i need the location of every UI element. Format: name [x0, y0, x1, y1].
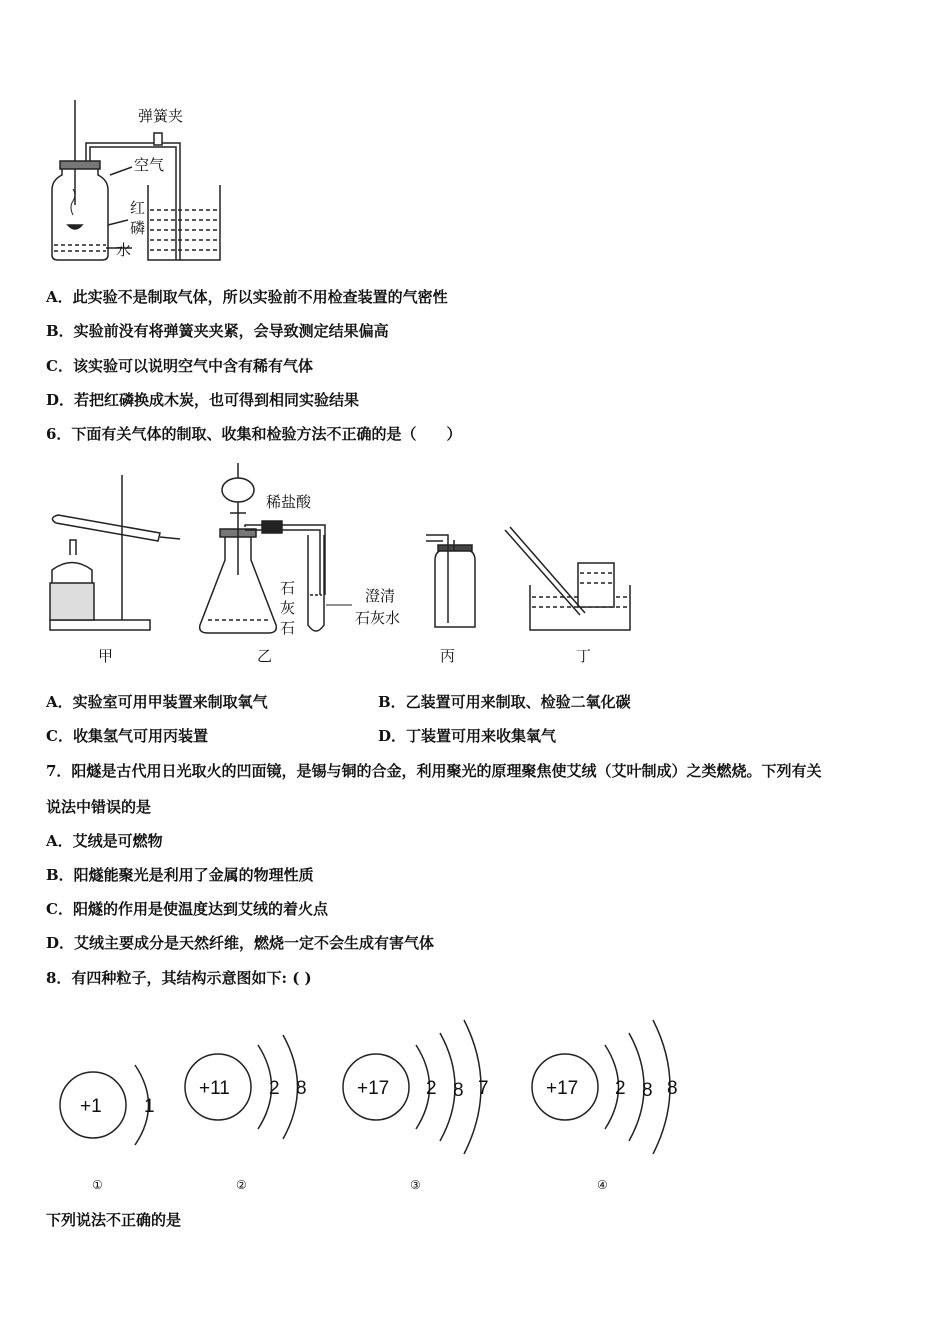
q5-option-b: B．实验前没有将弹簧夹夹紧，会导致测定结果偏高: [46, 322, 389, 340]
q7-stem-line2: 说法中错误的是: [46, 798, 152, 816]
figure-particle-structures: [40, 995, 720, 1200]
label-water: 水: [116, 241, 132, 259]
figure-air-phosphorus-apparatus: [40, 95, 280, 270]
label-clear: 澄清: [365, 587, 396, 605]
q7-stem-line1: 7．阳燧是古代用日光取火的凹面镜，是锡与铜的合金，利用聚光的原理聚焦使艾绒（艾叶制成）之类燃烧。下列有关: [46, 762, 822, 780]
particle-2-label: ②: [236, 1178, 247, 1192]
label-stone-2: 灰: [280, 599, 296, 617]
particle-3-shell-2: 8: [453, 1080, 464, 1101]
label-bing: 丙: [440, 647, 456, 665]
q6-option-a: A．实验室可用甲装置来制取氧气: [46, 693, 268, 711]
label-spring-clip: 弹簧夹: [138, 107, 184, 125]
q5-option-c: C．该实验可以说明空气中含有稀有气体: [46, 357, 313, 375]
q6-option-b: B．乙装置可用来制取、检验二氧化碳: [378, 693, 631, 711]
particle-3-shell-1: 2: [426, 1078, 437, 1099]
particle-1-nucleus: +1: [80, 1096, 102, 1117]
label-limewater: 石灰水: [355, 609, 401, 627]
particle-3-nucleus: +17: [357, 1078, 390, 1099]
particle-3-shell-3: 7: [478, 1078, 489, 1099]
q7-option-d: D．艾绒主要成分是天然纤维，燃烧一定不会生成有害气体: [46, 934, 435, 952]
particle-4-nucleus: +17: [546, 1078, 579, 1099]
particle-4-shell-1: 2: [615, 1078, 626, 1099]
particle-2-nucleus: +11: [199, 1078, 230, 1099]
label-jia: 甲: [98, 647, 114, 665]
particle-2-shell-2: 8: [296, 1078, 307, 1099]
particle-1-label: ①: [92, 1178, 103, 1192]
particle-2-shell-1: 2: [269, 1078, 280, 1099]
label-ding: 丁: [576, 647, 592, 665]
q6-option-c: C．收集氢气可用丙装置: [46, 727, 208, 745]
q7-option-c: C．阳燧的作用是使温度达到艾绒的着火点: [46, 900, 328, 918]
q5-option-d: D．若把红磷换成木炭，也可得到相同实验结果: [46, 391, 360, 409]
particle-4-shell-2: 8: [642, 1080, 653, 1101]
label-phosphorus: 磷: [130, 219, 146, 237]
q8-stem: 8．有四种粒子，其结构示意图如下: ( ): [46, 969, 312, 987]
particle-4-label: ④: [597, 1178, 608, 1192]
particle-3-label: ③: [410, 1178, 421, 1192]
q6-option-d: D．丁装置可用来收集氧气: [378, 727, 557, 745]
label-air: 空气: [134, 156, 165, 174]
label-yi: 乙: [257, 647, 273, 665]
label-dilute-hcl: 稀盐酸: [266, 493, 312, 511]
q7-option-a: A．艾绒是可燃物: [46, 832, 163, 850]
q8-footer: 下列说法不正确的是: [46, 1211, 182, 1229]
particle-1-shell-1: 1: [144, 1096, 155, 1117]
q5-option-a: A．此实验不是制取气体，所以实验前不用检查装置的气密性: [46, 288, 448, 306]
figure-gas-apparatus: [40, 455, 660, 670]
q6-stem: 6．下面有关气体的制取、收集和检验方法不正确的是（ ）: [46, 425, 462, 443]
label-stone-1: 石: [280, 579, 296, 597]
q7-option-b: B．阳燧能聚光是利用了金属的物理性质: [46, 866, 314, 884]
particle-4-shell-3: 8: [667, 1078, 678, 1099]
label-red: 红: [130, 199, 146, 217]
label-stone-3: 石: [280, 619, 296, 637]
